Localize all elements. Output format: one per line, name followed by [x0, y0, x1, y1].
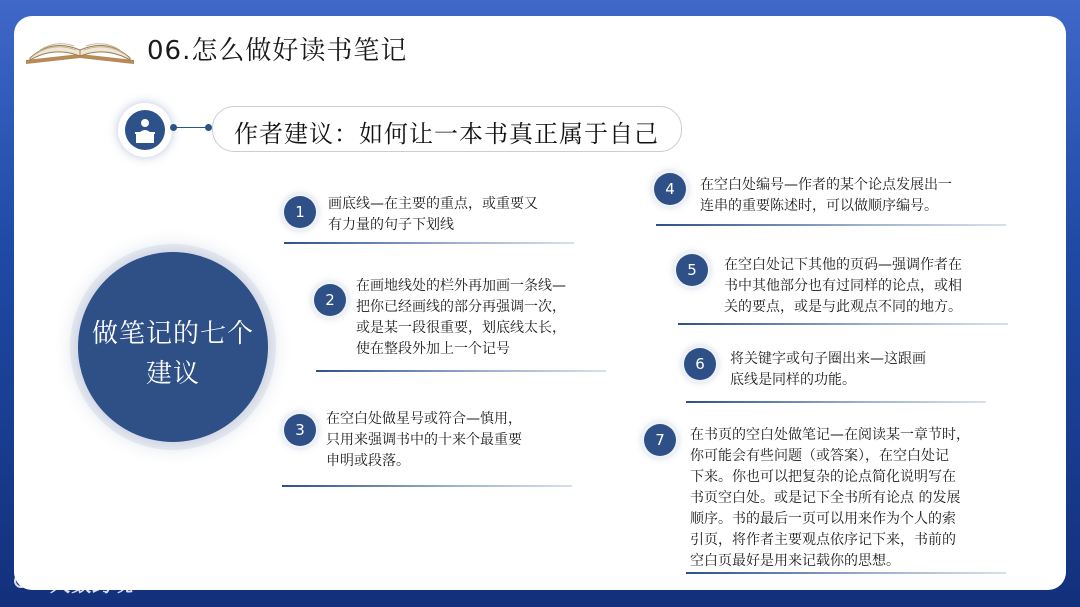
subtitle-text: 作者建议：如何让一本书真正属于自己	[234, 120, 659, 148]
center-line-2: 建议	[145, 359, 200, 389]
tip-number-6: 6	[684, 348, 716, 380]
center-line-1: 做笔记的七个	[91, 319, 254, 349]
tip-number-7: 7	[644, 424, 676, 456]
tip-7-underline	[686, 572, 1006, 574]
tip-number-3: 3	[284, 414, 316, 446]
tip-4-underline	[656, 224, 1006, 226]
presenter-icon	[125, 110, 165, 150]
tip-6-text: 将关键字或句子圈出来—这跟画 底线是同样的功能。	[730, 351, 926, 388]
connector-line	[176, 127, 208, 128]
tip-5-text: 在空白处记下其他的页码—强调作者在 书中其他部分也有过同样的论点，或相 关的要点，或是与此观点不同的地方。	[724, 257, 962, 315]
tip-number-5: 5	[676, 254, 708, 286]
connector-dot	[170, 124, 177, 131]
center-circle	[78, 252, 268, 442]
tip-number-2: 2	[314, 284, 346, 316]
tip-5-underline	[678, 323, 1008, 325]
watermark-logo-icon	[12, 572, 46, 590]
tip-1-text: 画底线—在主要的重点，或重要又 有力量的句子下划线	[328, 196, 538, 233]
tip-4-text: 在空白处编号—作者的某个论点发展出一 连串的重要陈述时，可以做顺序编号。	[700, 177, 952, 214]
tip-7-text: 在书页的空白处做笔记—在阅读某一章节时， 你可能会有些问题（或答案），在空白处记 下来。你也可以把复杂的论点简化说明写在 书页空白处。或是记下全书所有论点 的发展 顺序。书的最后一页可以用来作为个人的索 引页，将作者主要观点依序记下来，书前的 空白页最好是用来记载你的思想。	[690, 427, 970, 569]
watermark-text: 大数跨境	[50, 572, 134, 596]
speaker-badge	[118, 103, 172, 157]
open-book-icon	[22, 24, 138, 70]
tip-2-underline	[316, 370, 606, 372]
tip-2-text: 在画地线处的栏外再加画一条线— 把你已经画线的部分再强调一次， 或是某一段很重要，划底线太长， 使在整段外加上一个记号	[356, 278, 566, 357]
tip-3-text: 在空白处做星号或符合—慎用， 只用来强调书中的十来个最重要 申明或段落。	[326, 411, 522, 469]
slide	[14, 16, 1066, 590]
tip-number-1: 1	[284, 196, 316, 228]
tip-6-underline	[686, 401, 986, 403]
tip-3-underline	[282, 485, 572, 487]
connector-dot	[205, 124, 212, 131]
tip-number-4: 4	[654, 173, 686, 205]
page-title: 06.怎么做好读书笔记	[147, 36, 408, 66]
tip-1-underline	[284, 242, 574, 244]
